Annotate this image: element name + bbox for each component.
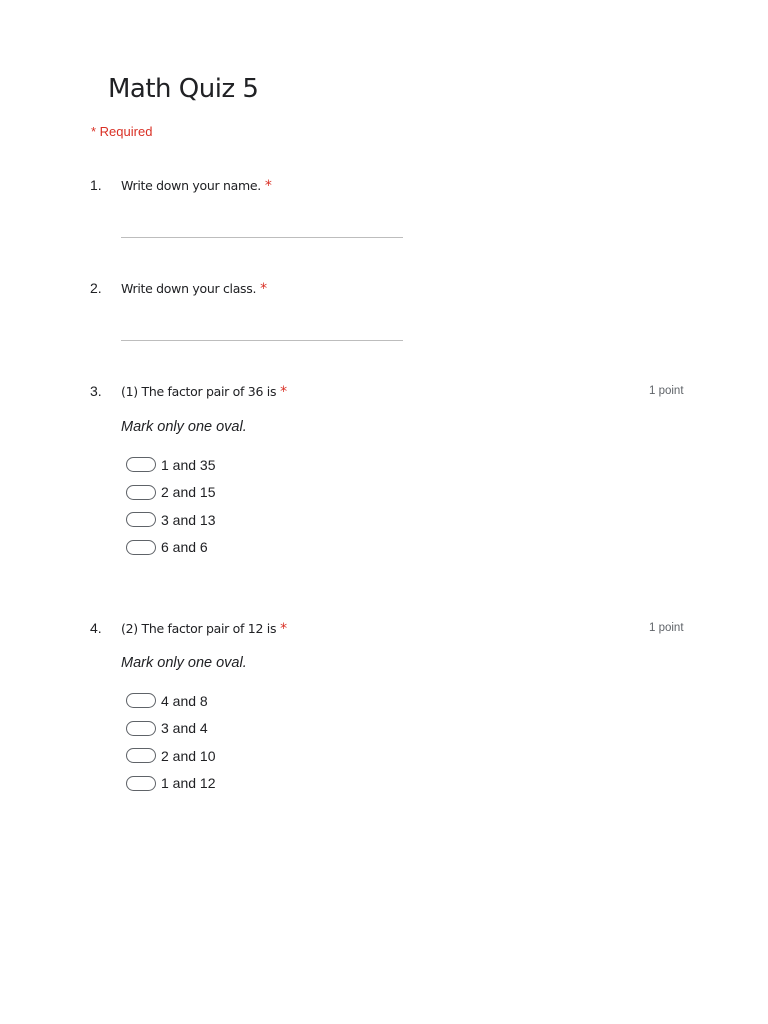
- option-q4-3[interactable]: [126, 742, 216, 770]
- required-asterisk: *: [280, 384, 287, 400]
- option-label: 2 and 15: [161, 484, 216, 501]
- required-asterisk: *: [260, 281, 267, 297]
- question-4-prompt: [121, 621, 287, 637]
- option-q4-2[interactable]: [126, 715, 216, 743]
- option-q3-1[interactable]: [126, 451, 216, 479]
- option-label: 1 and 12: [161, 775, 216, 792]
- question-4-options: [126, 687, 216, 797]
- name-answer-line[interactable]: [121, 237, 403, 238]
- question-4-points: 1 point: [649, 622, 684, 634]
- question-2-text: Write down your class.: [121, 281, 257, 296]
- option-q3-2[interactable]: [126, 479, 216, 507]
- question-1-number: 1.: [90, 177, 102, 193]
- option-q4-4[interactable]: [126, 770, 216, 798]
- radio-oval[interactable]: [126, 721, 156, 736]
- radio-oval[interactable]: [126, 776, 156, 791]
- option-label: 3 and 4: [161, 720, 208, 737]
- radio-oval[interactable]: [126, 512, 156, 527]
- option-label: 3 and 13: [161, 511, 216, 528]
- option-label: 1 and 35: [161, 456, 216, 473]
- question-3-text: (1) The factor pair of 36 is: [121, 384, 277, 399]
- required-asterisk: *: [280, 621, 287, 637]
- radio-oval[interactable]: [126, 485, 156, 500]
- radio-oval[interactable]: [126, 748, 156, 763]
- question-1-prompt: [121, 178, 272, 194]
- question-2-prompt: [121, 281, 267, 297]
- question-1-text: Write down your name.: [121, 178, 261, 193]
- question-3-number: 3.: [90, 383, 102, 399]
- question-4-number: 4.: [90, 620, 102, 636]
- required-asterisk: *: [264, 178, 272, 194]
- radio-oval[interactable]: [126, 457, 156, 472]
- option-label: 4 and 8: [161, 692, 208, 709]
- question-4-instruction: Mark only one oval.: [121, 655, 247, 671]
- form-title: Math Quiz 5: [108, 74, 259, 104]
- question-3-instruction: Mark only one oval.: [121, 419, 247, 435]
- radio-oval[interactable]: [126, 540, 156, 555]
- option-label: 6 and 6: [161, 539, 208, 556]
- option-q3-3[interactable]: [126, 506, 216, 534]
- option-label: 2 and 10: [161, 747, 216, 764]
- class-answer-line[interactable]: [121, 340, 403, 341]
- required-note: * Required: [91, 124, 153, 139]
- question-3-options: [126, 451, 216, 561]
- question-2-number: 2.: [90, 280, 102, 296]
- question-3-points: 1 point: [649, 385, 684, 397]
- option-q3-4[interactable]: [126, 534, 216, 562]
- question-3-prompt: [121, 384, 287, 400]
- option-q4-1[interactable]: [126, 687, 216, 715]
- radio-oval[interactable]: [126, 693, 156, 708]
- question-4-text: (2) The factor pair of 12 is: [121, 621, 277, 636]
